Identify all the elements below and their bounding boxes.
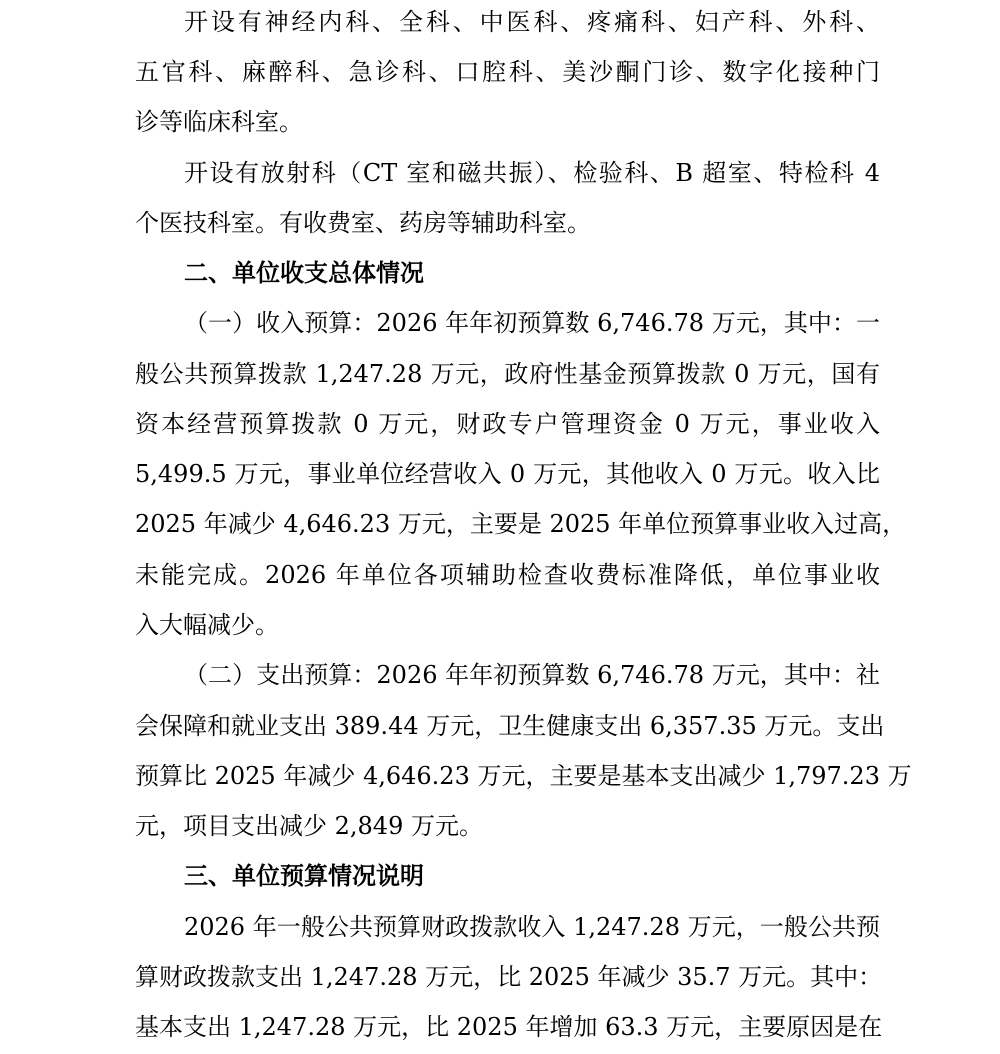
paragraph-line: 诊等临床科室。 — [135, 108, 303, 136]
paragraph-line: 入大幅减少。 — [135, 611, 279, 639]
paragraph-line: 会保障和就业支出 389.44 万元，卫生健康支出 6,357.35 万元。支出 — [135, 712, 885, 740]
paragraph-line: 开设有放射科（CT 室和磁共振）、检验科、B 超室、特检科 4 — [184, 159, 880, 187]
paragraph-line: 般公共预算拨款 1,247.28 万元，政府性基金预算拨款 0 万元，国有 — [135, 360, 880, 388]
paragraph-line: 基本支出 1,247.28 万元，比 2025 年增加 63.3 万元，主要原因是在 — [135, 1013, 883, 1041]
paragraph-line: 算财政拨款支出 1,247.28 万元，比 2025 年减少 35.7 万元。其中： — [135, 963, 883, 991]
section-heading: 三、单位预算情况说明 — [184, 862, 424, 890]
paragraph-line: （二）支出预算：2026 年年初预算数 6,746.78 万元，其中：社 — [184, 661, 880, 689]
paragraph-line: 资本经营预算拨款 0 万元，财政专户管理资金 0 万元，事业收入 — [135, 410, 880, 438]
paragraph-line: 5,499.5 万元，事业单位经营收入 0 万元，其他收入 0 万元。收入比 — [135, 460, 880, 488]
paragraph-line: 个医技科室。有收费室、药房等辅助科室。 — [135, 209, 591, 237]
paragraph-line: 2025 年减少 4,646.23 万元，主要是 2025 年单位预算事业收入过高， — [135, 510, 907, 538]
paragraph-line: 2026 年一般公共预算财政拨款收入 1,247.28 万元，一般公共预 — [184, 913, 880, 941]
section-heading: 二、单位收支总体情况 — [184, 259, 424, 287]
paragraph-line: 五官科、麻醉科、急诊科、口腔科、美沙酮门诊、数字化接种门 — [135, 58, 880, 86]
paragraph-line: 开设有神经内科、全科、中医科、疼痛科、妇产科、外科、 — [184, 8, 880, 36]
paragraph-line: 预算比 2025 年减少 4,646.23 万元，主要是基本支出减少 1,797.23 万 — [135, 762, 912, 790]
paragraph-line: （一）收入预算：2026 年年初预算数 6,746.78 万元，其中：一 — [184, 309, 880, 337]
paragraph-line: 元，项目支出减少 2,849 万元。 — [135, 812, 483, 840]
paragraph-line: 未能完成。2026 年单位各项辅助检查收费标准降低，单位事业收 — [135, 561, 880, 589]
